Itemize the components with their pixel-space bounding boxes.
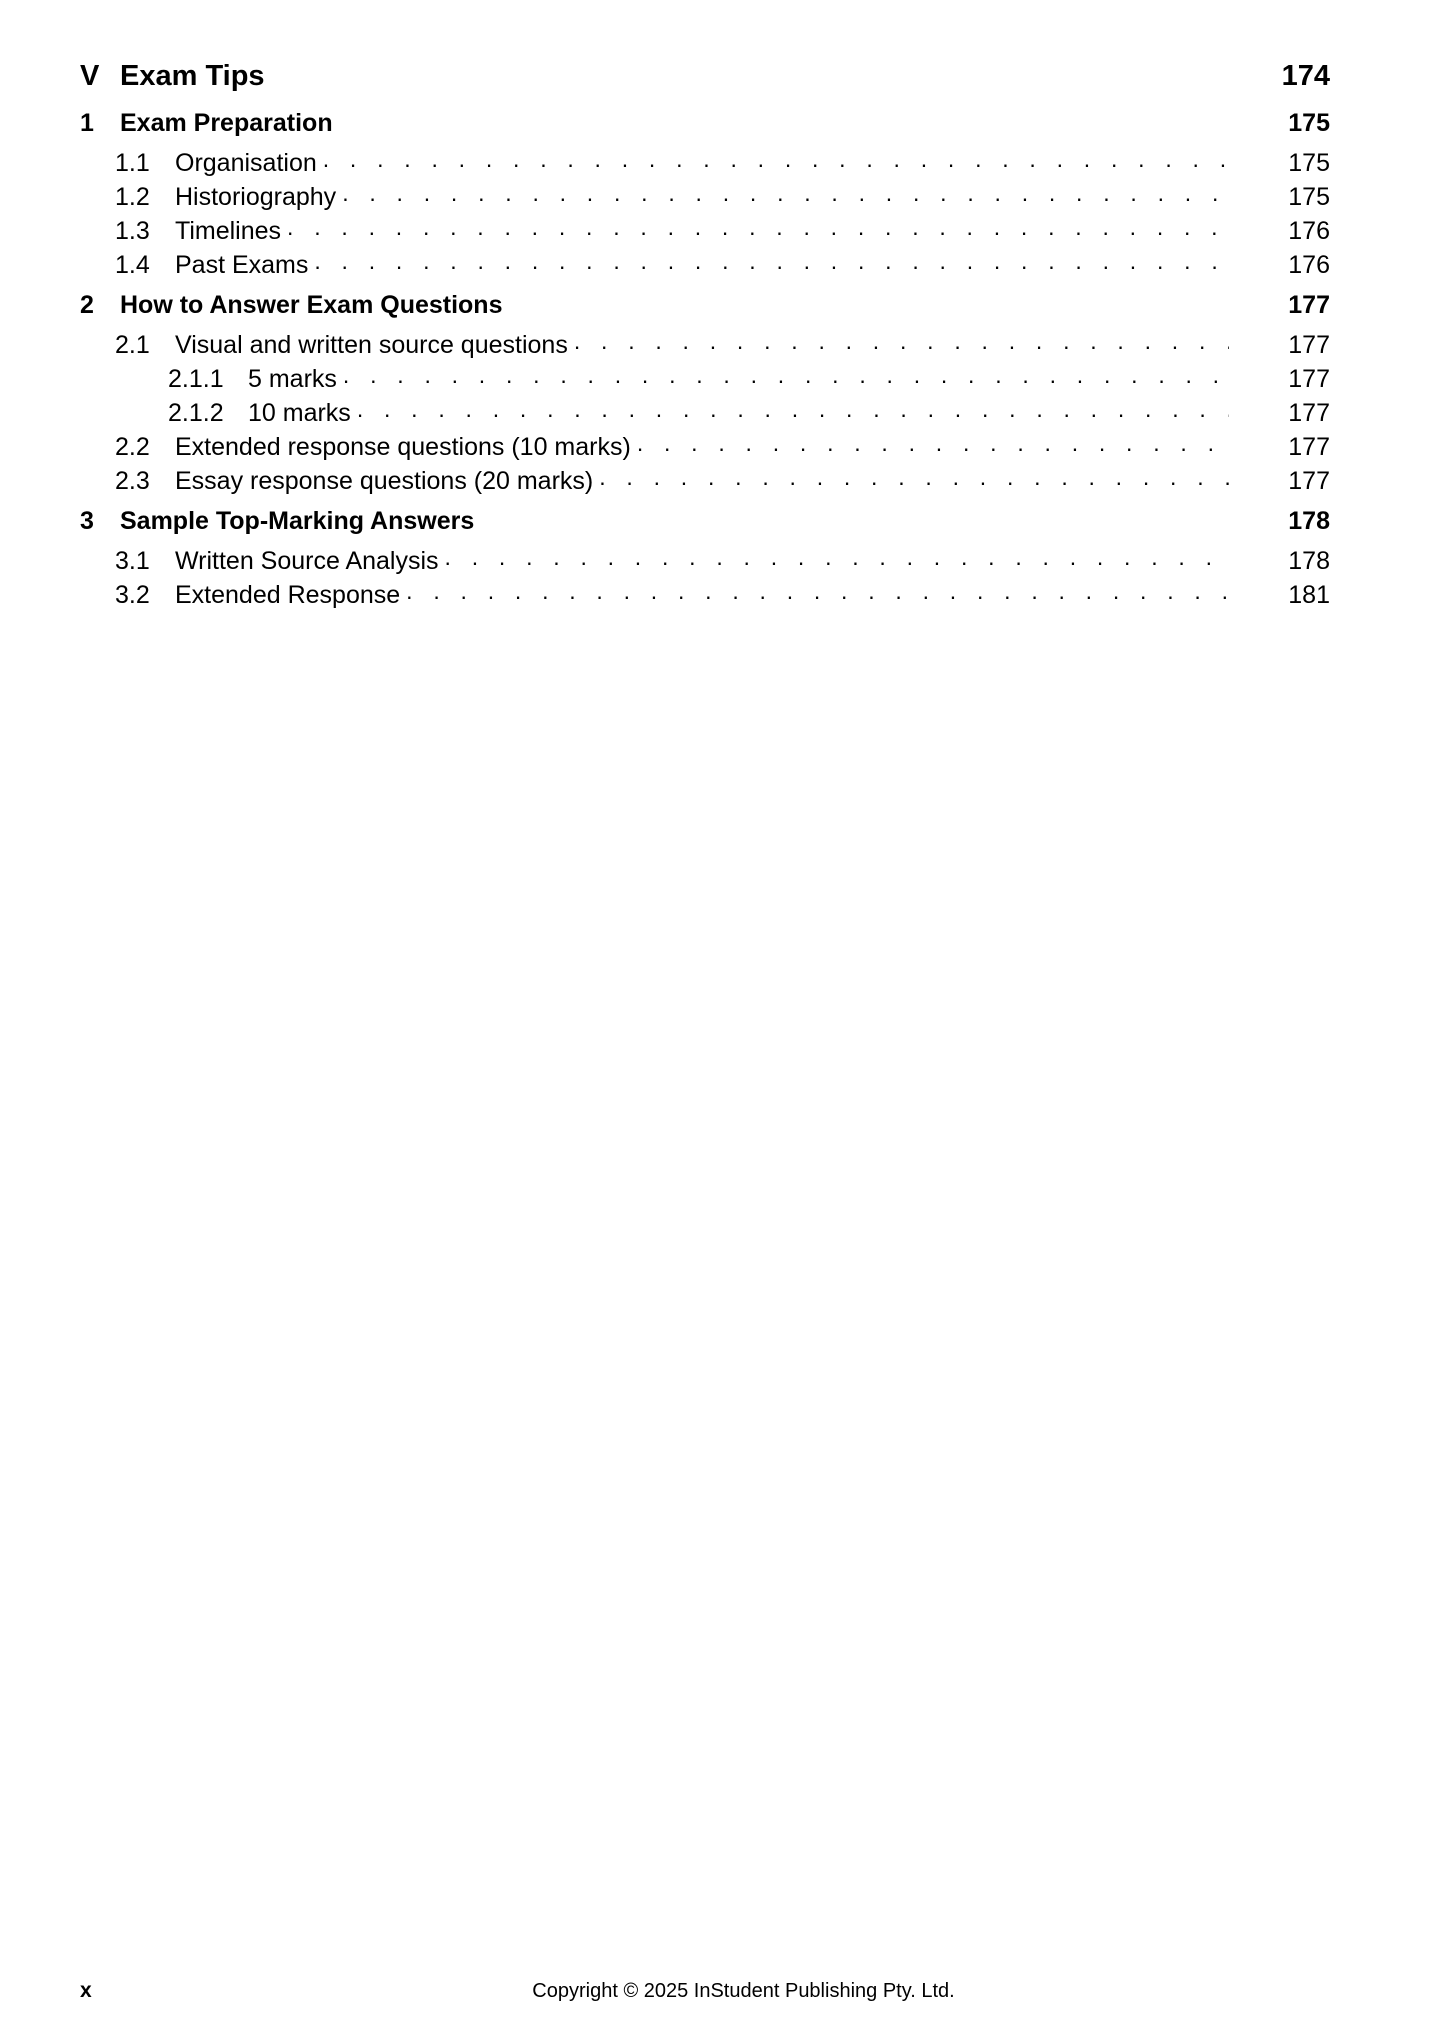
toc-entry-number: 3.2 [115,581,150,609]
toc-entry-page: 177 [1288,433,1330,461]
dot-leader [357,396,1229,421]
toc-entry[interactable] [80,146,1330,176]
toc-entry-number: 2.2 [115,433,150,461]
copyright-notice: Copyright © 2025 InStudent Publishing Pty. Ltd. [532,1980,955,2002]
toc-entry-title: Extended Response [175,581,401,609]
toc-entry-number: 1.2 [115,183,150,211]
toc-entry-page: 176 [1288,251,1330,279]
toc-entry-number: 1.3 [115,217,150,245]
dot-leader [406,578,1229,603]
toc-entry-title: 10 marks [248,399,351,427]
dot-leader [339,106,1229,131]
toc-entry[interactable] [80,328,1330,358]
toc-entry-page: 175 [1288,183,1330,211]
toc-entry-page: 175 [1288,149,1330,177]
toc-entry-title: Extended response questions (10 marks) [175,433,631,461]
toc-entry-number: 3.1 [115,547,150,575]
toc-entry[interactable] [80,180,1330,210]
toc-entry-title: Sample Top-Marking Answers [120,507,475,535]
toc-entry-page: 178 [1288,507,1330,535]
toc-entry-page: 177 [1288,291,1330,319]
toc-entry-number: 2.1 [115,331,150,359]
toc-entry-number: 2.3 [115,467,150,495]
toc-entry[interactable] [80,504,1330,534]
toc-entry-title: Written Source Analysis [175,547,439,575]
toc-entry[interactable] [80,56,1330,91]
toc-entry-number: V [80,60,100,92]
toc-entry-number: 1.1 [115,149,150,177]
toc-entry-number: 3 [80,507,94,535]
toc-entry-number: 2.1.1 [168,365,224,393]
toc-entry[interactable] [80,106,1330,136]
toc-entry-page: 174 [1281,60,1330,92]
dot-leader [287,214,1229,239]
dot-leader [271,56,1229,85]
toc-entry-page: 176 [1288,217,1330,245]
toc-entry-number: 2 [80,291,94,319]
toc-entry[interactable] [80,464,1330,494]
toc-entry[interactable] [80,396,1330,426]
toc-entry[interactable] [80,430,1330,460]
toc-entry-number: 1.4 [115,251,150,279]
page-footer [80,1975,1365,2001]
dot-leader [342,180,1229,205]
dot-leader [323,146,1229,171]
toc-entry-title: Timelines [175,217,282,245]
toc-entry-title: Exam Tips [120,60,265,92]
toc-entry[interactable] [80,214,1330,244]
toc-entry[interactable] [80,288,1330,318]
toc-entry-number: 2.1.2 [168,399,224,427]
toc-entry-title: Essay response questions (20 marks) [175,467,594,495]
toc-entry-number: 1 [80,109,94,137]
toc-entry-title: Organisation [175,149,317,177]
toc-entry-title: Past Exams [175,251,309,279]
toc-entry-title: How to Answer Exam Questions [120,291,503,319]
toc-entry[interactable] [80,248,1330,278]
toc-entry-title: Visual and written source questions [175,331,568,359]
dot-leader [599,464,1229,489]
toc-entry-page: 181 [1288,581,1330,609]
dot-leader [508,288,1229,313]
toc-entry-page: 177 [1288,331,1330,359]
toc-entry-page: 178 [1288,547,1330,575]
toc-entry-page: 177 [1288,467,1330,495]
toc-entry-page: 177 [1288,399,1330,427]
dot-leader [480,504,1229,529]
dot-leader [574,328,1229,353]
dot-leader [343,362,1229,387]
toc-entry[interactable] [80,578,1330,608]
toc-entry[interactable] [80,544,1330,574]
toc-entry-page: 175 [1288,109,1330,137]
toc-entry-title: Exam Preparation [120,109,333,137]
toc-entry[interactable] [80,362,1330,392]
toc-entry-title: 5 marks [248,365,337,393]
dot-leader [314,248,1229,273]
dot-leader [637,430,1229,455]
toc-entry-title: Historiography [175,183,337,211]
table-of-contents [80,56,1330,612]
folio-number: x [80,1979,92,2002]
dot-leader [445,544,1229,569]
toc-entry-page: 177 [1288,365,1330,393]
